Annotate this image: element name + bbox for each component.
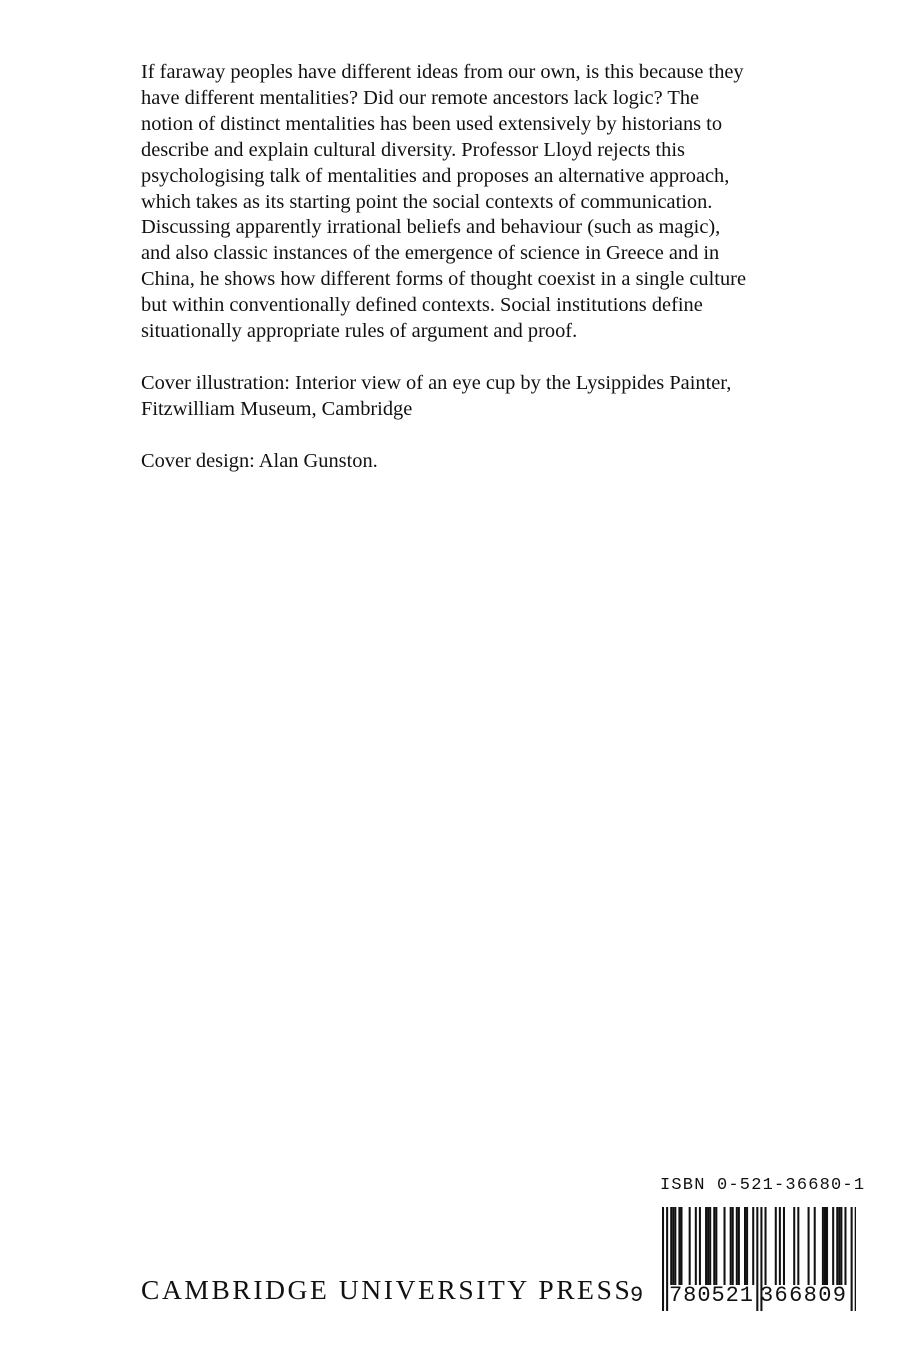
barcode-bar (826, 1207, 828, 1285)
barcode-bar (713, 1207, 715, 1285)
barcode-bar (705, 1207, 707, 1285)
barcode-bar (709, 1207, 711, 1285)
description-line: have different mentalities? Did our remote ancestors lack logic? The (141, 86, 700, 109)
barcode-bar (822, 1207, 824, 1285)
barcode-bar (707, 1207, 709, 1285)
credit-line: Cover illustration: Interior view of an eye cup by the Lysippides Painter, (141, 371, 732, 394)
barcode-bar (783, 1207, 785, 1285)
barcode-bar (775, 1207, 777, 1285)
description-line: and also classic instances of the emergence of science in Greece and in (141, 242, 720, 265)
cover-illustration-credit (141, 371, 791, 423)
barcode-bar (836, 1207, 838, 1285)
barcode-bar (840, 1207, 842, 1285)
barcode-bar (689, 1207, 691, 1285)
barcode-bar (695, 1207, 697, 1285)
barcode-left-digits: 780521 (669, 1283, 753, 1308)
barcode-graphic (630, 1199, 856, 1314)
cover-design-credit (141, 449, 791, 475)
description-paragraph (141, 60, 791, 345)
barcode-bar (680, 1207, 682, 1285)
barcode-bar (824, 1207, 826, 1285)
barcode-right-digits: 366809 (760, 1283, 846, 1308)
description-line: but within conventionally defined contexts. Social institutions define (141, 294, 703, 317)
barcode-bar (756, 1207, 758, 1311)
barcode-bar (851, 1207, 853, 1311)
barcode-bar (752, 1207, 754, 1285)
description-line: psychologising talk of mentalities and proposes an alternative approach, (141, 164, 730, 187)
barcode-bar (844, 1207, 846, 1285)
barcode-bar (730, 1207, 732, 1285)
barcode-bar (666, 1207, 668, 1311)
description-line: If faraway peoples have different ideas from our own, is this because they (141, 61, 744, 83)
barcode-bar (838, 1207, 840, 1285)
barcode-bar (832, 1207, 834, 1285)
credit-line: Fitzwilliam Museum, Cambridge (141, 397, 413, 420)
barcode-bar (732, 1207, 734, 1285)
isbn-label: ISBN 0-521-36680-1 (660, 1176, 866, 1195)
barcode-bar (793, 1207, 795, 1285)
barcode-bar (855, 1207, 856, 1311)
barcode (630, 1199, 856, 1314)
barcode-bar (744, 1207, 746, 1285)
barcode-bar (699, 1207, 701, 1285)
barcode-bar (779, 1207, 781, 1285)
barcode-bar (662, 1207, 664, 1311)
barcode-lead-digit: 9 (630, 1283, 644, 1308)
barcode-bar (738, 1207, 740, 1285)
barcode-bar (674, 1207, 676, 1285)
barcode-bar (797, 1207, 799, 1285)
barcode-bar (724, 1207, 726, 1285)
description-line: notion of distinct mentalities has been used extensively by historians to (141, 112, 723, 135)
description-line: situationally appropriate rules of argument and proof. (141, 320, 578, 343)
barcode-bar (746, 1207, 748, 1285)
credit-line: Cover design: Alan Gunston. (141, 449, 378, 472)
barcode-bar (715, 1207, 717, 1285)
description-line: which takes as its starting point the social contexts of communication. (141, 190, 713, 213)
publisher-name: CAMBRIDGE UNIVERSITY PRESS (141, 1274, 633, 1305)
barcode-bar (814, 1207, 816, 1285)
back-cover-blurb (141, 60, 791, 500)
barcode-bar (765, 1207, 767, 1285)
barcode-bar (672, 1207, 674, 1285)
description-line: China, he shows how different forms of thought coexist in a single culture (141, 268, 746, 291)
description-line: describe and explain cultural diversity. Professor Lloyd rejects this (141, 138, 685, 161)
barcode-bar (678, 1207, 680, 1285)
description-line: Discussing apparently irrational beliefs and behaviour (such as magic), (141, 216, 721, 239)
barcode-bar (808, 1207, 810, 1285)
barcode-bar (670, 1207, 672, 1285)
barcode-bar (736, 1207, 738, 1285)
